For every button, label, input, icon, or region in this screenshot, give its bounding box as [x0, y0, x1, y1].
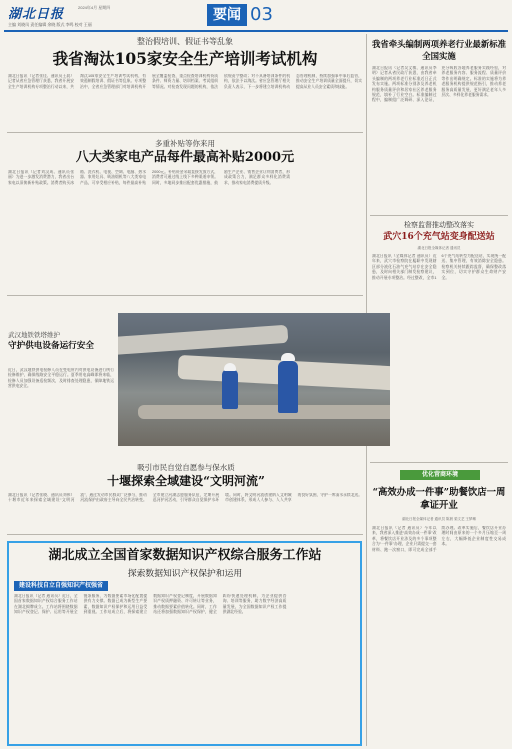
photo-caption-body: 近日，武汉地铁供电检修人员在变电所内对供电设备进行例行检修维护，确保线路安全平稳运行。夏季用电高峰即将来临，检修人员加强设备巡检频次，及时排查处理隐患，保障地铁运营供电安全。 — [8, 368, 114, 389]
article-byline: 湖北日报全媒体记者 通讯员 陈晨 梁文艺 王梦琳 — [402, 517, 476, 521]
article-kicker: 吸引市民自觉自愿参与保水质 — [137, 463, 235, 472]
article-kicker: 整治假培训、假证书等乱象 — [137, 37, 233, 46]
article-body: 湖北日报讯（记者张佳、通讯员王晨）记者从省应急管理厅获悉，我省开展安全生产培训机构专项整治行动以来，共淘汰105家安全生产培训考试机构，有效遏制假培训、假证书等乱象。专项整治中，全省应急管理部门对培训机构开展全覆盖检查，重点检查培训机构资质条件、师资力量、培训档案、考试组织等情况。对检查发现问题的机构，依法依规责令整改；对不具备培训条件的机构，依法予以淘汰。省应急管理厅相关负责人表示，下一步将建立培训机构动态管理机制，持续加强事中事后监管，推动安全生产培训质量全面提升，切实提高从业人员安全素质和技能。 — [8, 74, 362, 89]
article-kicker: 多重补贴等你来用 — [155, 139, 215, 148]
photo-kicker: 武汉地铁铁塔维护 — [8, 331, 60, 339]
article-body: 湖北日报讯（记者张晓、通讯员刘伟）十堰市近年来探索全域建设“文明河流”，通过发动市民群众广泛参与，推动河流保护由政府主导向全民共治转变。全市建立河湖志愿服务队伍，定期开展巡河护河活动，引导群众自觉保护水环境。同时，将文明河流创建纳入文明城市创建体系，形成人人参与、人人共享的良好氛围，守护一库清水永续北送。 — [8, 493, 363, 503]
article-body: 湖北日报讯（记者 通讯员）今年以来，我省深入推进“高效办成一件事”改革，将餐饮店开业涉及的多个事项整合为“一件事”办理，企业只需提交一套材料、跑一次窗口，即可完成全部手续办理。改革实施后，餐饮店开业办理时间由原来的一个多月压缩至一周左右，大幅降低企业制度性交易成本。 — [372, 526, 506, 552]
news-photo — [118, 313, 390, 446]
article-divider — [370, 462, 508, 463]
page-number: 03 — [250, 4, 273, 25]
article-kicker: 检察监督推动整改落实 — [404, 221, 474, 229]
article-divider — [7, 534, 363, 535]
article-byline: 湖北日报全媒体记者 通讯员 — [417, 246, 461, 250]
masthead-rule — [4, 30, 508, 32]
article-divider — [7, 295, 363, 296]
article-subheadline: 探索数据知识产权保护和运用 — [127, 569, 243, 579]
article-headline: 我省牵头编制两项养老行业最新标准全国实施 — [372, 39, 506, 61]
article-headline: “高效办成一件事”助餐饮店一周拿证开业 — [372, 487, 506, 511]
article-divider — [370, 215, 508, 216]
issue-date: 2024年4月 星期四 — [78, 5, 111, 10]
newspaper-logo: 湖北日报 — [8, 7, 65, 22]
article-body: 湖北日报讯（记者 通讯员）近日，全国首家数据知识产权综合服务工作站在湖北揭牌成立。工作站将围绕数据知识产权登记、保护、运用等开展全链条服务，为数据要素市场化配置提供有力支撑。数据已成为新型生产要素，数据知识产权保护和运用日益受到重视。工作站成立后，将探索建立数据知识产权登记制度，开展数据知识产权质押融资、许可转让等业务，推动数据要素价值转化。同时，工作站还将加强数据知识产权保护，健全纠纷快速处理机制，为企业提供咨询、培训等服务，助力数字经济高质量发展，为全国数据知识产权工作提供湖北经验。 — [14, 594, 287, 615]
editor-credits: 主编 刘晓凤 责任编辑 余晓 版式 李鸣 校对 王丽 — [8, 22, 92, 27]
article-headline: 八大类家电产品每件最高补贴2000元 — [75, 150, 295, 165]
article-body: 湖北日报讯（记者刘汉成、通讯员张丽）为进一步激发消费潜力，我省出台家电以旧换新补贴政策。消费者购买冰箱、洗衣机、电视、空调、电脑、热水器、家用灶具、吸油烟机等八大类家电产品，可享受相应补贴，每件最高补贴2000元。补贴资金采取直接发放方式，消费者可通过线上线下多种渠道申领。同时，多地同步推出配套优惠措施，鼓励生产企业、销售企业让利消费者，形成政策合力，满足群众多样化消费需求，推动家电消费提质升级。 — [8, 170, 290, 185]
section-banner: 建设科技自立自强知识产权强省 — [14, 581, 108, 591]
article-divider — [7, 132, 363, 133]
section-banner: 优化营商环境 — [400, 470, 480, 480]
article-headline: 湖北成立全国首家数据知识产权综合服务工作站 — [48, 548, 322, 563]
article-headline: 十堰探索全域建设“文明河流” — [107, 474, 265, 488]
photo-headline: 守护供电设备运行安全 — [8, 341, 94, 351]
article-body: 湖北日报讯（全媒体记者 通讯员）近年来，武穴市检察院在履职中发现辖区部分液化石油气充气站存在安全隐患，及时向相关部门制发检察建议，推动开展专项整治。经过整改，全市16个充气站转型为配送站，实现统一配送、集中管理，有效消除安全隐患。检察机关持续跟踪监督，确保整改落实到位，切实守护群众生命财产安全。 — [372, 254, 506, 280]
section-label: 要闻 — [207, 4, 247, 26]
article-headline: 武穴16个充气站变身配送站 — [383, 232, 495, 242]
article-body: 湖北日报讯（记者吴文敏、通讯员李明）记者从省民政厅获悉，由我省牵头编制的两项养老行业标准近日正式发布实施。两项标准分别涉及养老机构服务质量评价和居家社区养老服务规范，填补了行业空白。标准编制过程中，编制组广泛调研、深入论证，充分吸收各地养老服务实践经验，对养老服务内容、服务流程、质量评价等作出明确规定。标准的实施将为养老服务机构提供规范指引，推动养老服务高质量发展，更好满足老年人多层次、多样化养老服务需求。 — [372, 66, 506, 103]
article-headline: 我省淘汰105家安全生产培训考试机构 — [52, 49, 318, 68]
